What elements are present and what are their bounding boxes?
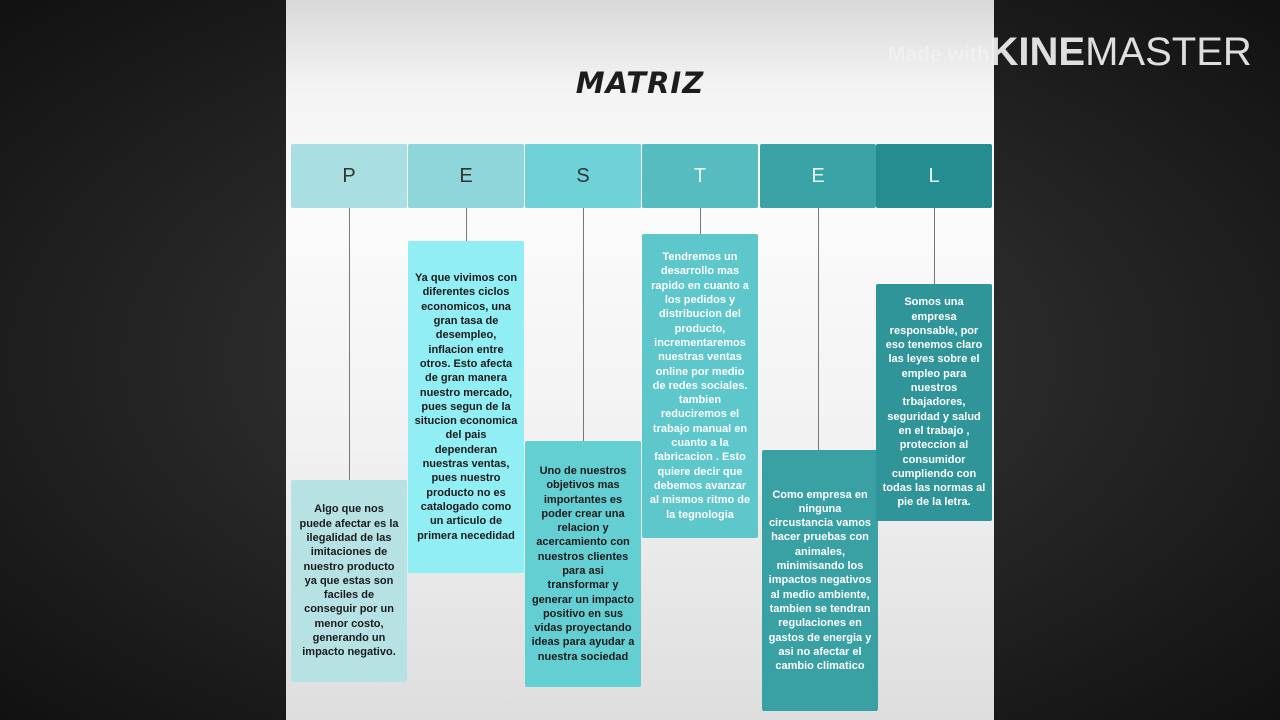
political-text: Algo que nos puede afectar es la ilegalidad de las imitaciones de nuestro producto ya que estas son faciles de conseguir por un menor costo, generando un impacto negativo. [299, 503, 399, 659]
header-letter: T [693, 164, 707, 187]
page-title: MATRIZ [575, 66, 705, 100]
header-e-economic [408, 144, 524, 208]
header-s [525, 144, 641, 208]
header-l [876, 144, 992, 208]
technological-box [642, 234, 758, 538]
connector-line [583, 208, 584, 441]
legal-box [876, 284, 992, 521]
header-e-ecological [760, 144, 876, 208]
economic-box [408, 241, 524, 573]
economic-text: Ya que vivimos con diferentes ciclos economicos, una gran tasa de desempleo, inflacion entre otros. Esto afecta de gran manera nuestro mercado, pues segun de la situcion economica del pais dependeran nuestras ventas, pues nuestro producto no es catalogado como un articulo de primera necedidad [414, 272, 518, 542]
connector-line [700, 208, 701, 234]
header-letter: P [342, 164, 356, 187]
header-letter: E [459, 164, 473, 187]
connector-line [466, 208, 467, 241]
technological-text: Tendremos un desarrollo mas rapido en cuanto a los pedidos y distribucion del producto, incrementaremos nuestras ventas online por medio de redes sociales. tambien reduciremos el trabajo manual en cuanto a la fabricacion . Esto quiere decir que debemos avanzar al mismos ritmo de la tegnologia [649, 251, 751, 521]
connector-line [818, 208, 819, 450]
legal-text: Somos una empresa responsable, por eso tenemos claro las leyes sobre el empleo para nuestros trbajadores, seguridad y salud en el trabajo , proteccion al consumidor cumpliendo con todas las normas al pie de la letra. [882, 296, 986, 509]
kinemaster-watermark [888, 30, 1252, 75]
header-letter: S [576, 164, 590, 187]
connector-line [934, 208, 935, 284]
social-text: Uno de nuestros objetivos mas importantes es poder crear una relacion y acercamiento con nuestros clientes para asi transformar y generar un impacto positivo en sus vidas proyectando ideas para ayudar a nuestra sociedad [531, 464, 635, 663]
ecological-text: Como empresa en ninguna circustancia vamos hacer pruebas con animales, minimisando los impactos negativos al medio ambiente, tambien se tendran regulaciones en gastos de energia y asi no afectar el cambio climatico [768, 488, 872, 673]
social-box [525, 441, 641, 687]
connector-line [349, 208, 350, 480]
header-t [642, 144, 758, 208]
watermark-brand-bold: KINE [989, 30, 1086, 74]
ecological-box [762, 450, 878, 711]
header-letter: E [811, 164, 825, 187]
slide [286, 0, 994, 720]
header-p [291, 144, 407, 208]
header-letter: L [928, 164, 940, 187]
watermark-made-with: Made with [888, 43, 990, 66]
political-box [291, 480, 407, 682]
watermark-brand-light: MASTER [1085, 30, 1252, 74]
